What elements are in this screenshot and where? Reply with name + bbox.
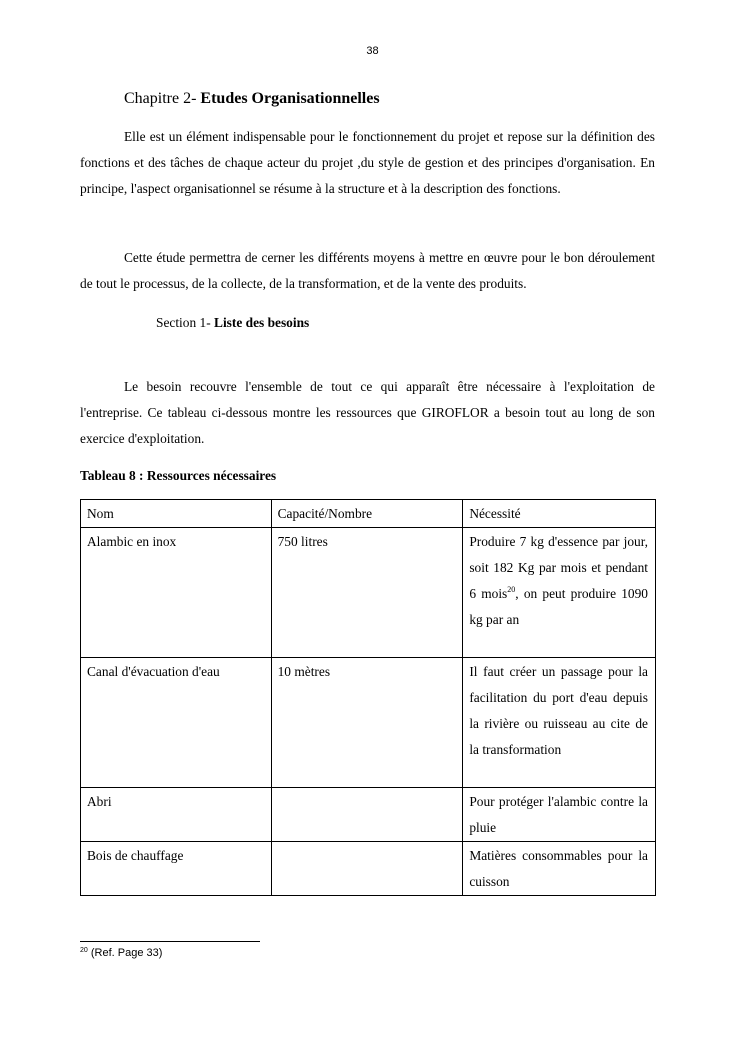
chapter-title: Etudes Organisationnelles xyxy=(200,90,380,107)
table-row xyxy=(81,658,656,788)
footnote-text: (Ref. Page 33) xyxy=(87,947,163,959)
table-caption: Tableau 8 : Ressources nécessaires xyxy=(80,468,277,483)
header-capacite: Capacité/Nombre xyxy=(271,500,463,528)
chapter-prefix: Chapitre 2- xyxy=(124,90,201,107)
cell-capacite xyxy=(271,788,463,842)
section-title: Liste des besoins xyxy=(214,315,310,330)
needs-paragraph: Le besoin recouvre l'ensemble de tout ce qui apparaît être nécessaire à l'exploitation de l'entreprise. Ce tableau ci-dessous montre les ressources que GIROFLOR a besoin tout au long de son exercice d'exploitation. xyxy=(80,379,655,446)
cell-nom: Alambic en inox xyxy=(81,528,272,658)
necessite-text-continued: , on peut produire 1090 kg par an xyxy=(469,586,649,627)
cell-necessite xyxy=(463,528,656,658)
table-header-row xyxy=(81,500,656,528)
table-row xyxy=(81,788,656,842)
section-heading xyxy=(156,315,309,331)
cell-nom: Bois de chauffage xyxy=(81,842,272,896)
header-necessite: Nécessité xyxy=(463,500,656,528)
cell-nom: Canal d'évacuation d'eau xyxy=(81,658,272,788)
cell-necessite: Pour protéger l'alambic contre la pluie xyxy=(463,788,656,842)
study-paragraph: Cette étude permettra de cerner les différents moyens à mettre en œuvre pour le bon déroulement de tout le processus, de la collecte, de la transformation, et de la vente des produits. xyxy=(80,250,655,291)
table-row xyxy=(81,528,656,658)
chapter-heading xyxy=(124,90,380,108)
cell-nom: Abri xyxy=(81,788,272,842)
cell-capacite: 750 litres xyxy=(271,528,463,658)
intro-paragraph: Elle est un élément indispensable pour le fonctionnement du projet et repose sur la définition des fonctions et des tâches de chaque acteur du projet ,du style de gestion et des principes d'organisation. En principe, l'aspect organisationnel se résume à la structure et à la description des fonctions. xyxy=(80,129,655,196)
footnote-number: 20 xyxy=(80,947,88,954)
necessite-text: Produire 7 kg d'essence par jour, soit 182 Kg par mois et pendant 6 mois xyxy=(469,534,648,601)
header-nom: Nom xyxy=(81,500,272,528)
section-prefix: Section 1- xyxy=(156,315,215,330)
table-row xyxy=(81,842,656,896)
footnote-reference[interactable]: 20 xyxy=(507,585,516,594)
cell-necessite: Matières consommables pour la cuisson xyxy=(463,842,656,896)
cell-capacite xyxy=(271,842,463,896)
footnote xyxy=(80,947,162,959)
cell-capacite: 10 mètres xyxy=(271,658,463,788)
page-number: 38 xyxy=(366,45,379,57)
footnote-divider xyxy=(80,941,260,942)
cell-necessite: Il faut créer un passage pour la facilitation du port d'eau depuis la rivière ou ruisseau au cite de la transformation xyxy=(463,658,656,788)
resources-table xyxy=(80,499,656,896)
